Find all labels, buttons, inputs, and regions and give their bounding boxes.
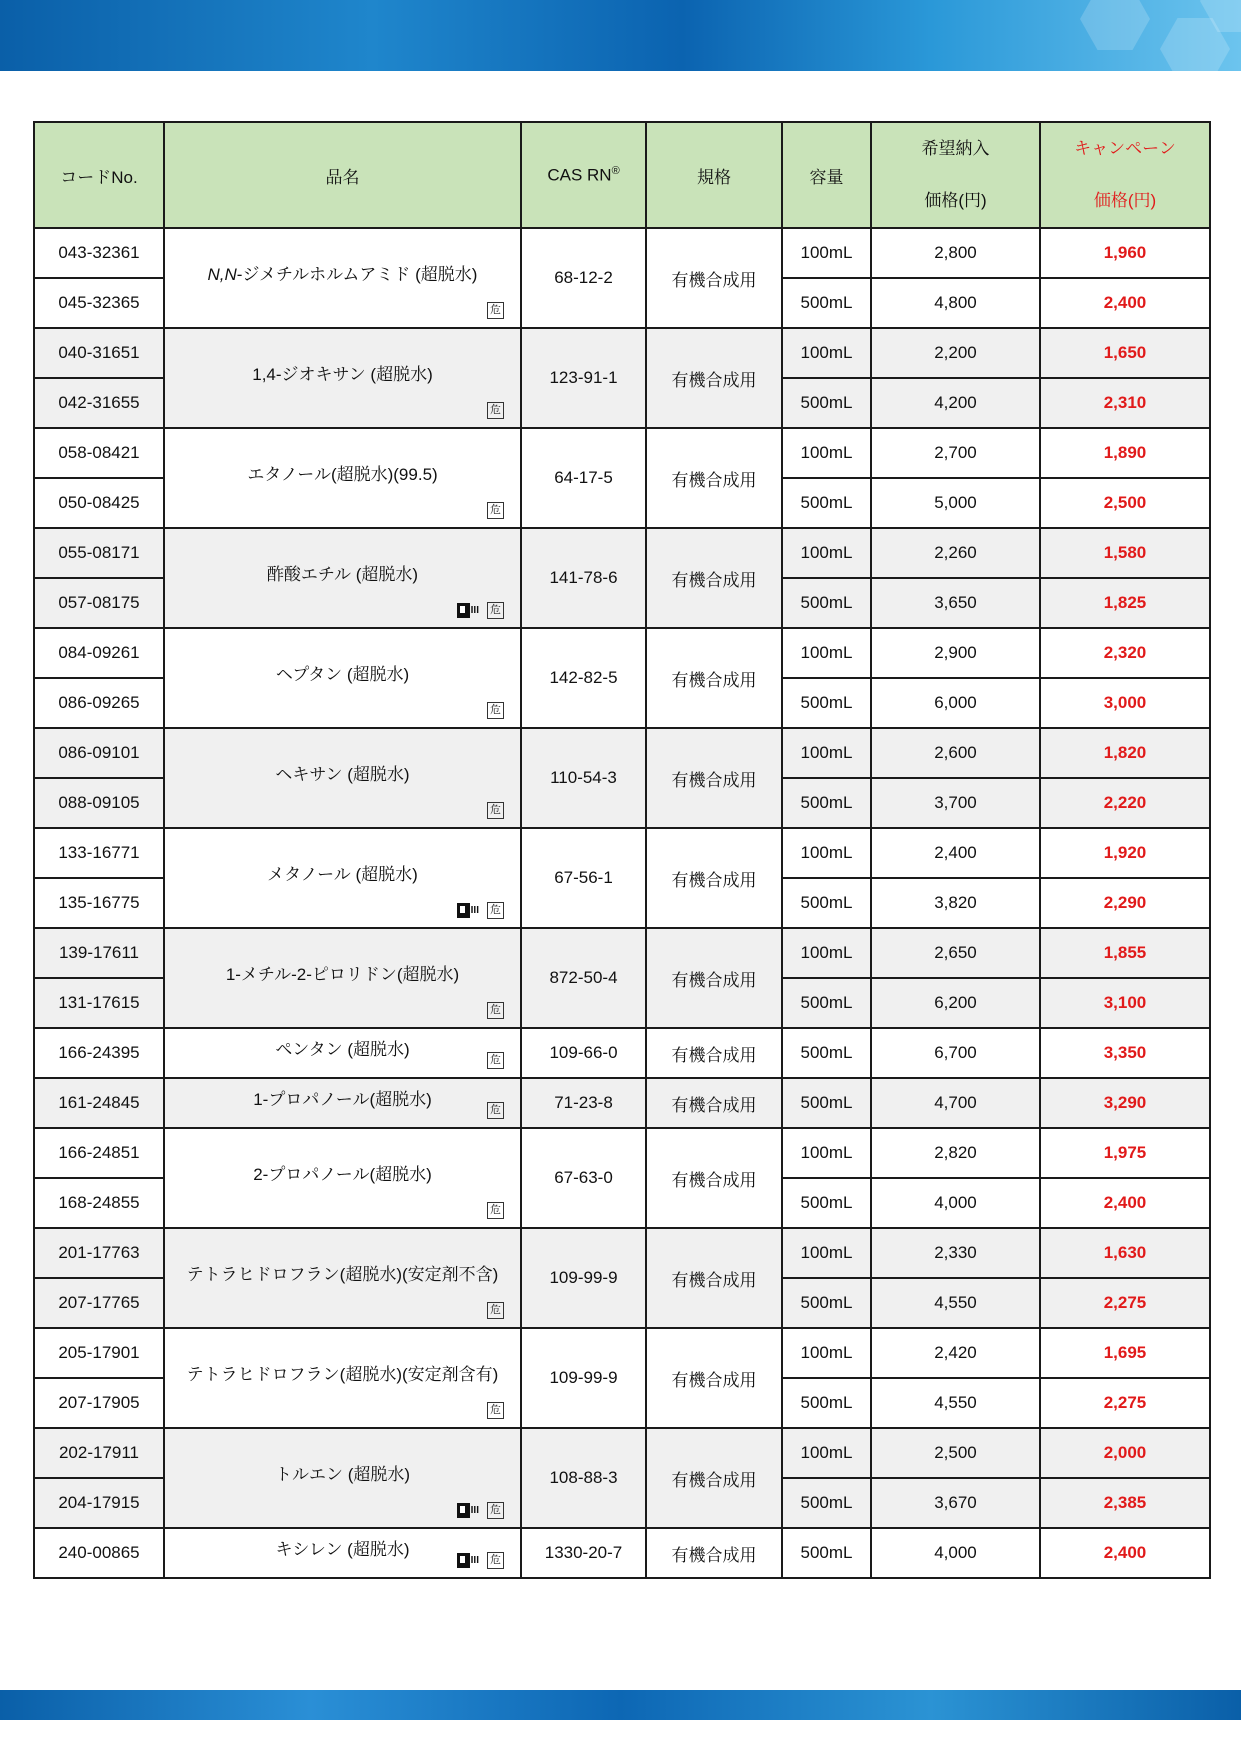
product-code: 204-17915 [34, 1478, 164, 1528]
product-marks [457, 1552, 504, 1569]
danger-mark-icon: 危 [487, 702, 504, 719]
danger-mark-icon: 危 [487, 902, 504, 919]
product-volume: 500mL [782, 1178, 871, 1228]
campaign-price: 1,695 [1040, 1328, 1210, 1378]
product-name-cell [164, 928, 521, 1028]
product-marks [487, 1002, 504, 1019]
danger-mark-icon: 危 [487, 1552, 504, 1569]
hazard-class-label: III [470, 605, 479, 616]
product-name-cell [164, 728, 521, 828]
product-volume: 100mL [782, 1128, 871, 1178]
product-volume: 100mL [782, 628, 871, 678]
product-name-cell [164, 1228, 521, 1328]
product-name-cell [164, 1528, 521, 1578]
header-campaign-price [1040, 122, 1210, 228]
campaign-price: 2,385 [1040, 1478, 1210, 1528]
product-name-text: 1,4-ジオキサン (超脱水) [252, 364, 433, 384]
list-price: 2,650 [871, 928, 1040, 978]
product-name-cell [164, 228, 521, 328]
product-grade: 有機合成用 [646, 728, 782, 828]
product-name-cell [164, 328, 521, 428]
product-grade: 有機合成用 [646, 1328, 782, 1428]
product-name [252, 365, 433, 384]
product-marks [487, 702, 504, 719]
danger-mark-icon: 危 [487, 1302, 504, 1319]
product-code: 207-17905 [34, 1378, 164, 1428]
product-name [275, 1465, 410, 1484]
product-volume: 500mL [782, 278, 871, 328]
product-volume: 100mL [782, 228, 871, 278]
danger-mark-icon: 危 [487, 1002, 504, 1019]
list-price: 2,800 [871, 228, 1040, 278]
cas-number: 142-82-5 [521, 628, 646, 728]
header-list-price [871, 122, 1040, 228]
danger-mark-icon: 危 [487, 402, 504, 419]
product-volume: 500mL [782, 1528, 871, 1578]
cas-number: 123-91-1 [521, 328, 646, 428]
product-code: 161-24845 [34, 1078, 164, 1128]
list-price: 2,820 [871, 1128, 1040, 1178]
product-volume: 500mL [782, 1478, 871, 1528]
product-name [275, 1040, 409, 1059]
product-name [187, 1365, 499, 1384]
header-cas-label: CAS RN [547, 165, 612, 185]
product-marks [487, 802, 504, 819]
table-row [34, 728, 1210, 778]
header-volume: 容量 [782, 122, 871, 228]
campaign-price: 2,400 [1040, 1178, 1210, 1228]
list-price: 2,600 [871, 728, 1040, 778]
list-price: 2,500 [871, 1428, 1040, 1478]
campaign-price: 1,650 [1040, 328, 1210, 378]
product-code: 166-24395 [34, 1028, 164, 1078]
product-marks [487, 302, 504, 319]
product-grade: 有機合成用 [646, 1078, 782, 1128]
product-volume: 100mL [782, 1328, 871, 1378]
product-name-text: メタノール (超脱水) [267, 864, 418, 884]
cas-number: 109-99-9 [521, 1228, 646, 1328]
product-code: 207-17765 [34, 1278, 164, 1328]
product-marks [487, 1102, 504, 1119]
table-row [34, 328, 1210, 378]
product-name-cell [164, 1028, 521, 1078]
table-row [34, 228, 1210, 278]
product-code: 166-24851 [34, 1128, 164, 1178]
table-row [34, 1528, 1210, 1578]
list-price: 4,000 [871, 1178, 1040, 1228]
danger-mark-icon: 危 [487, 1052, 504, 1069]
list-price: 5,000 [871, 478, 1040, 528]
product-grade: 有機合成用 [646, 1128, 782, 1228]
product-marks [487, 402, 504, 419]
list-price: 6,700 [871, 1028, 1040, 1078]
cas-number: 68-12-2 [521, 228, 646, 328]
header-campaign-price-line1: キャンペーン [1074, 139, 1176, 158]
product-price-table [33, 121, 1211, 1579]
product-volume: 500mL [782, 978, 871, 1028]
product-volume: 100mL [782, 928, 871, 978]
campaign-price: 3,100 [1040, 978, 1210, 1028]
product-name [275, 1540, 409, 1559]
list-price: 4,000 [871, 1528, 1040, 1578]
product-code: 139-17611 [34, 928, 164, 978]
product-volume: 100mL [782, 428, 871, 478]
product-volume: 100mL [782, 1428, 871, 1478]
list-price: 4,550 [871, 1378, 1040, 1428]
product-name [226, 965, 459, 984]
table-row [34, 1328, 1210, 1378]
product-name-cell [164, 1078, 521, 1128]
cas-number: 64-17-5 [521, 428, 646, 528]
cas-number: 67-63-0 [521, 1128, 646, 1228]
product-name-text: テトラヒドロフラン(超脱水)(安定剤不含) [186, 1264, 499, 1284]
hazard-class-icon [457, 603, 479, 618]
campaign-price: 2,275 [1040, 1278, 1210, 1328]
product-code: 084-09261 [34, 628, 164, 678]
campaign-price: 1,820 [1040, 728, 1210, 778]
product-volume: 500mL [782, 378, 871, 428]
table-row [34, 1428, 1210, 1478]
product-name-cell [164, 1128, 521, 1228]
hexagon-decoration [1080, 0, 1150, 50]
product-code: 205-17901 [34, 1328, 164, 1378]
product-name-text: エタノール(超脱水)(99.5) [247, 464, 438, 484]
list-price: 3,650 [871, 578, 1040, 628]
cas-number: 108-88-3 [521, 1428, 646, 1528]
product-name-text: ヘプタン (超脱水) [275, 664, 410, 684]
cas-number: 872-50-4 [521, 928, 646, 1028]
bottom-banner [0, 1690, 1241, 1720]
list-price: 6,200 [871, 978, 1040, 1028]
table-row [34, 1028, 1210, 1078]
product-name [253, 1165, 432, 1184]
campaign-price: 1,975 [1040, 1128, 1210, 1178]
cas-number: 67-56-1 [521, 828, 646, 928]
product-code: 057-08175 [34, 578, 164, 628]
product-volume: 100mL [782, 1228, 871, 1278]
product-name-cell [164, 528, 521, 628]
product-code: 058-08421 [34, 428, 164, 478]
product-volume: 500mL [782, 1378, 871, 1428]
product-name-cell [164, 1328, 521, 1428]
product-name-cell [164, 828, 521, 928]
list-price: 2,260 [871, 528, 1040, 578]
campaign-price: 2,220 [1040, 778, 1210, 828]
list-price: 2,400 [871, 828, 1040, 878]
hazard-class-label: III [470, 1555, 479, 1566]
product-name-cell [164, 428, 521, 528]
product-marks [487, 1302, 504, 1319]
product-name [275, 765, 409, 784]
danger-mark-icon: 危 [487, 1502, 504, 1519]
product-code: 202-17911 [34, 1428, 164, 1478]
campaign-price: 1,890 [1040, 428, 1210, 478]
table-row [34, 1128, 1210, 1178]
product-name [253, 1090, 432, 1109]
cas-number: 109-99-9 [521, 1328, 646, 1428]
product-marks [457, 1502, 504, 1519]
product-code: 088-09105 [34, 778, 164, 828]
product-code: 086-09101 [34, 728, 164, 778]
product-code: 201-17763 [34, 1228, 164, 1278]
product-grade: 有機合成用 [646, 328, 782, 428]
product-grade: 有機合成用 [646, 828, 782, 928]
header-grade: 規格 [646, 122, 782, 228]
product-name-text: 1-メチル-2-ピロリドン(超脱水) [225, 964, 460, 984]
product-code: 043-32361 [34, 228, 164, 278]
product-name-text: 1-プロパノール(超脱水) [253, 1089, 432, 1109]
product-volume: 500mL [782, 578, 871, 628]
campaign-price: 1,960 [1040, 228, 1210, 278]
campaign-price: 1,920 [1040, 828, 1210, 878]
product-volume: 500mL [782, 1278, 871, 1328]
table-row [34, 1078, 1210, 1128]
product-volume: 100mL [782, 728, 871, 778]
product-code: 240-00865 [34, 1528, 164, 1578]
hazard-class-icon [457, 903, 479, 918]
product-grade: 有機合成用 [646, 928, 782, 1028]
product-volume: 500mL [782, 478, 871, 528]
product-name-cell [164, 628, 521, 728]
cas-number: 71-23-8 [521, 1078, 646, 1128]
table-header-row [34, 122, 1210, 228]
danger-mark-icon: 危 [487, 802, 504, 819]
danger-mark-icon: 危 [487, 1402, 504, 1419]
header-campaign-price-line2: 価格(円) [1093, 191, 1157, 210]
table-row [34, 428, 1210, 478]
product-name-text: ペンタン (超脱水) [275, 1039, 410, 1059]
list-price: 4,200 [871, 378, 1040, 428]
registered-mark: ® [611, 164, 620, 177]
product-volume: 500mL [782, 678, 871, 728]
campaign-price: 2,400 [1040, 278, 1210, 328]
product-grade: 有機合成用 [646, 428, 782, 528]
product-code: 045-32365 [34, 278, 164, 328]
product-name-text: 2-プロパノール(超脱水) [253, 1164, 432, 1184]
product-code: 135-16775 [34, 878, 164, 928]
campaign-price: 2,290 [1040, 878, 1210, 928]
campaign-price: 1,855 [1040, 928, 1210, 978]
product-name [267, 865, 418, 884]
hazard-class-label: III [470, 905, 479, 916]
product-grade: 有機合成用 [646, 628, 782, 728]
danger-mark-icon: 危 [487, 1202, 504, 1219]
header-list-price-line2: 価格(円) [924, 191, 987, 210]
product-name-italic: N,N [207, 264, 237, 284]
product-code: 133-16771 [34, 828, 164, 878]
product-name-text: 酢酸エチル (超脱水) [266, 564, 419, 584]
campaign-price: 2,275 [1040, 1378, 1210, 1428]
product-name [247, 465, 437, 484]
campaign-price: 2,500 [1040, 478, 1210, 528]
product-marks [487, 1052, 504, 1069]
danger-mark-icon: 危 [487, 1102, 504, 1119]
list-price: 2,330 [871, 1228, 1040, 1278]
product-name-text: -ジメチルホルムアミド (超脱水) [236, 264, 478, 284]
table-row [34, 528, 1210, 578]
list-price: 3,820 [871, 878, 1040, 928]
product-name [187, 1265, 499, 1284]
campaign-price: 1,825 [1040, 578, 1210, 628]
product-code: 040-31651 [34, 328, 164, 378]
list-price: 2,700 [871, 428, 1040, 478]
product-name-cell [164, 1428, 521, 1528]
cas-number: 141-78-6 [521, 528, 646, 628]
product-marks [457, 602, 504, 619]
cas-number: 1330-20-7 [521, 1528, 646, 1578]
list-price: 2,900 [871, 628, 1040, 678]
campaign-price: 2,310 [1040, 378, 1210, 428]
list-price: 3,670 [871, 1478, 1040, 1528]
product-volume: 500mL [782, 878, 871, 928]
danger-mark-icon: 危 [487, 602, 504, 619]
danger-mark-icon: 危 [487, 302, 504, 319]
product-volume: 500mL [782, 1028, 871, 1078]
product-code: 168-24855 [34, 1178, 164, 1228]
product-grade: 有機合成用 [646, 1228, 782, 1328]
table-row [34, 1228, 1210, 1278]
list-price: 2,200 [871, 328, 1040, 378]
product-name [208, 265, 478, 284]
top-banner [0, 0, 1241, 71]
list-price: 6,000 [871, 678, 1040, 728]
product-grade: 有機合成用 [646, 1028, 782, 1078]
table-row [34, 828, 1210, 878]
product-code: 055-08171 [34, 528, 164, 578]
list-price: 4,800 [871, 278, 1040, 328]
product-code: 086-09265 [34, 678, 164, 728]
product-grade: 有機合成用 [646, 1428, 782, 1528]
campaign-price: 2,320 [1040, 628, 1210, 678]
product-code: 131-17615 [34, 978, 164, 1028]
table-body [34, 228, 1210, 1578]
product-name-text: キシレン (超脱水) [275, 1539, 410, 1559]
product-volume: 100mL [782, 828, 871, 878]
list-price: 3,700 [871, 778, 1040, 828]
header-list-price-line1: 希望納入 [921, 139, 990, 158]
campaign-price: 2,400 [1040, 1528, 1210, 1578]
list-price: 4,550 [871, 1278, 1040, 1328]
product-name-text: ヘキサン (超脱水) [275, 764, 410, 784]
campaign-price: 1,580 [1040, 528, 1210, 578]
list-price: 4,700 [871, 1078, 1040, 1128]
header-cas [521, 122, 646, 228]
cas-number: 109-66-0 [521, 1028, 646, 1078]
campaign-price: 3,000 [1040, 678, 1210, 728]
table-row [34, 928, 1210, 978]
product-name [267, 565, 418, 584]
campaign-price: 3,290 [1040, 1078, 1210, 1128]
product-volume: 100mL [782, 528, 871, 578]
campaign-price: 3,350 [1040, 1028, 1210, 1078]
product-code: 042-31655 [34, 378, 164, 428]
campaign-price: 1,630 [1040, 1228, 1210, 1278]
product-marks [487, 1402, 504, 1419]
product-name [276, 665, 409, 684]
campaign-price: 2,000 [1040, 1428, 1210, 1478]
product-marks [487, 1202, 504, 1219]
hazard-class-icon [457, 1503, 479, 1518]
product-volume: 100mL [782, 328, 871, 378]
header-name: 品名 [164, 122, 521, 228]
product-grade: 有機合成用 [646, 1528, 782, 1578]
product-volume: 500mL [782, 1078, 871, 1128]
list-price: 2,420 [871, 1328, 1040, 1378]
header-code: コードNo. [34, 122, 164, 228]
product-marks [457, 902, 504, 919]
product-grade: 有機合成用 [646, 228, 782, 328]
cas-number: 110-54-3 [521, 728, 646, 828]
product-name-text: トルエン (超脱水) [274, 1464, 411, 1484]
product-code: 050-08425 [34, 478, 164, 528]
product-name-text: テトラヒドロフラン(超脱水)(安定剤含有) [186, 1364, 499, 1384]
table-row [34, 628, 1210, 678]
hazard-class-label: III [470, 1505, 479, 1516]
product-volume: 500mL [782, 778, 871, 828]
product-marks [487, 502, 504, 519]
hazard-class-icon [457, 1553, 479, 1568]
product-grade: 有機合成用 [646, 528, 782, 628]
danger-mark-icon: 危 [487, 502, 504, 519]
